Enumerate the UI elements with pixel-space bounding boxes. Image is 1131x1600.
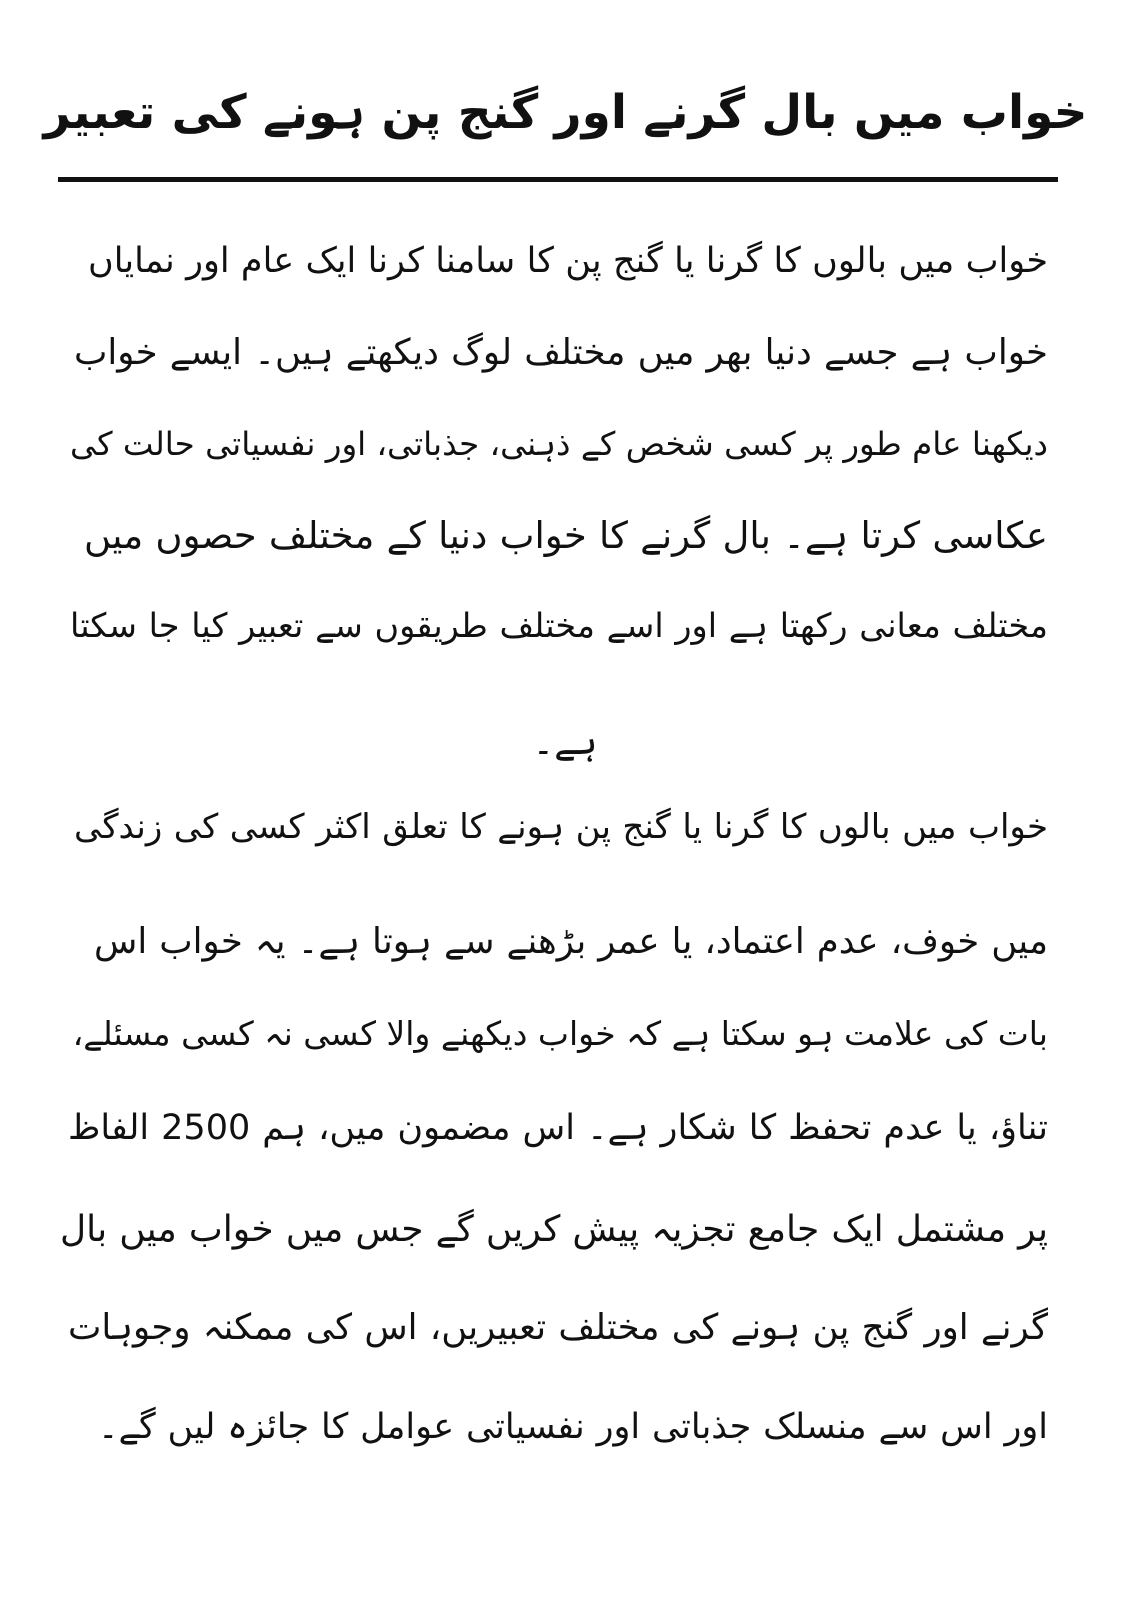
article-title: خواب میں بال گرنے اور گنج پن ہونے کی تعبیر [43, 85, 1088, 140]
title-divider [58, 177, 1058, 182]
paragraph-2-line-3: بات کی علامت ہو سکتا ہے کہ خواب دیکھنے والا کسی نہ کسی مسئلے، [72, 1014, 1048, 1053]
paragraph-1-line-5: مختلف معانی رکھتا ہے اور اسے مختلف طریقوں سے تعبیر کیا جا سکتا [70, 606, 1048, 645]
paragraph-1-line-6: ہے۔ [532, 720, 598, 763]
paragraph-1-line-4: عکاسی کرتا ہے۔ بال گرنے کا خواب دنیا کے مختلف حصوں میں [84, 514, 1048, 557]
paragraph-1-line-1: خواب میں بالوں کا گرنا یا گنج پن کا سامنا کرنا ایک عام اور نمایاں [88, 241, 1048, 281]
paragraph-2-line-1: خواب میں بالوں کا گرنا یا گنج پن ہونے کا تعلق اکثر کسی کی زندگی [74, 807, 1048, 847]
paragraph-2-line-4: تناؤ، یا عدم تحفظ کا شکار ہے۔ اس مضمون میں، ہم 2500 الفاظ [68, 1108, 1048, 1148]
paragraph-2-line-5: پر مشتمل ایک جامع تجزیہ پیش کریں گے جس میں خواب میں بال [60, 1209, 1048, 1250]
paragraph-2-line-6: گرنے اور گنج پن ہونے کی مختلف تعبیریں، اس کی ممکنہ وجوہات [68, 1307, 1048, 1348]
paragraph-2-line-7: اور اس سے منسلک جذباتی اور نفسیاتی عوامل کا جائزہ لیں گے۔ [98, 1407, 1048, 1447]
paragraph-2-line-2: میں خوف، عدم اعتماد، یا عمر بڑھنے سے ہوتا ہے۔ یہ خواب اس [94, 921, 1048, 962]
paragraph-1-line-2: خواب ہے جسے دنیا بھر میں مختلف لوگ دیکھتے ہیں۔ ایسے خواب [74, 332, 1048, 373]
paragraph-1-line-3: دیکھنا عام طور پر کسی شخص کے ذہنی، جذباتی، اور نفسیاتی حالت کی [70, 425, 1048, 463]
